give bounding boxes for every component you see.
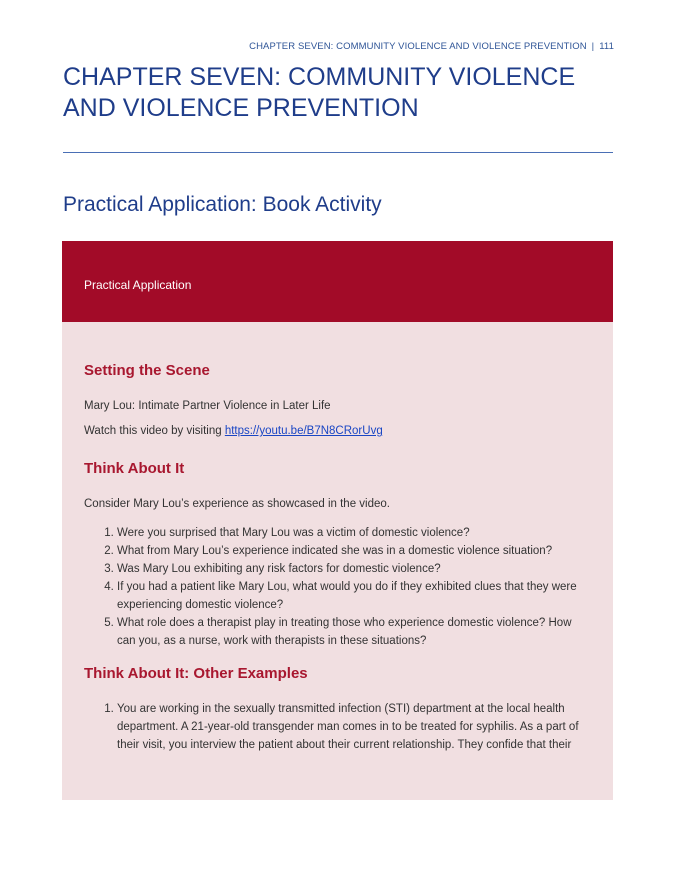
setting-the-scene-heading: Setting the Scene [84, 362, 210, 379]
list-item: 4. If you had a patient like Mary Lou, what would you do if they exhibited clues that they were experiencing domestic violence? [117, 578, 591, 614]
running-header-chapter: CHAPTER SEVEN: COMMUNITY VIOLENCE AND VIOLENCE PREVENTION [249, 41, 587, 52]
list-item: 1. Were you surprised that Mary Lou was a victim of domestic violence? [117, 524, 591, 542]
running-header [249, 41, 614, 52]
list-item: 1. You are working in the sexually transmitted infection (STI) department at the local health department. A 21-year-old transgender man comes in to be treated for syphilis. As a part of their visit, you interview the patient about their current relationship. They confide that their [117, 700, 591, 754]
section-heading: Practical Application: Book Activity [63, 193, 382, 216]
running-header-separator: | [591, 41, 595, 52]
list-item: 5. What role does a therapist play in treating those who experience domestic violence? How can you, as a nurse, work with therapists in these situations? [117, 614, 591, 650]
practical-application-box [62, 241, 613, 800]
question-list [84, 524, 591, 650]
watch-video-prefix: Watch this video by visiting [84, 425, 225, 437]
list-item: 3. Was Mary Lou exhibiting any risk factors for domestic violence? [117, 560, 591, 578]
box-header-label: Practical Application [84, 278, 192, 292]
box-header [62, 241, 613, 322]
video-title: Mary Lou: Intimate Partner Violence in Later Life [84, 400, 331, 412]
consider-text: Consider Mary Lou’s experience as showcased in the video. [84, 498, 390, 510]
page-number: 111 [599, 41, 614, 52]
title-divider [63, 152, 613, 153]
list-item: 2. What from Mary Lou’s experience indicated she was in a domestic violence situation? [117, 542, 591, 560]
think-about-it-heading: Think About It [84, 460, 185, 477]
watch-video-line [84, 422, 591, 440]
video-link[interactable]: https://youtu.be/B7N8CRorUvg [224, 425, 383, 437]
other-examples-list [84, 700, 591, 754]
box-body [62, 322, 613, 754]
chapter-title: CHAPTER SEVEN: COMMUNITY VIOLENCE AND VIOLENCE PREVENTION [63, 63, 576, 122]
other-examples-heading: Think About It: Other Examples [84, 665, 308, 682]
